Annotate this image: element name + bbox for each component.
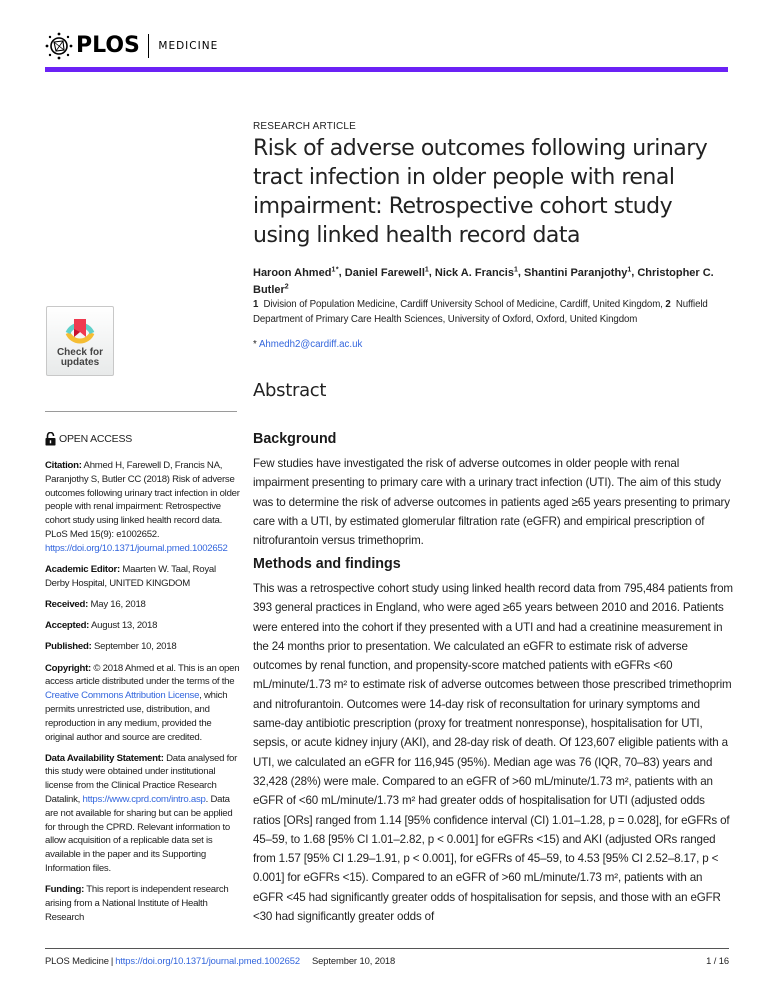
copyright: Copyright: © 2018 Ahmed et al. This is an open access article distributed under the terms of the Creative Commons Attribution License, which permits unrestricted use, distribution, and reproduction in any medium, provided the original author and source are credited.: [45, 662, 240, 743]
funding: Funding: This report is independent research arising from a National Institute of Health Research: [45, 884, 229, 923]
badge-label: Check for updates: [56, 347, 104, 368]
plos-logo-icon: [44, 31, 74, 61]
author[interactable]: Christopher C. Butler$^2$: [253, 266, 714, 296]
journal-masthead: [44, 30, 218, 62]
logo-divider: [148, 34, 150, 58]
academic-editor: Academic Editor: Maarten W. Taal, Royal Derby Hospital, UNITED KINGDOM: [45, 563, 216, 589]
data-availability: Data Availability Statement: Data analysed for this study were obtained under institutional license from the Clinical Practice Research Datalink, https://www.cprd.com/intro.asp. Data are not available for sharing but can be applied for through the CPRD. Relevant information to allow acquisition of a replicable data set is available in the paper and its Supporting Information files.: [45, 752, 238, 875]
plos-wordmark: PLOS: [76, 33, 140, 58]
accepted-date: Accepted: August 13, 2018: [45, 620, 158, 632]
background-text: Few studies have investigated the risk of adverse outcomes in older people with renal impairment presenting to primary care with a urinary tract infection (UTI). The aim of this study was to determine the risk of adverse outcomes in patients aged ≥65 years presenting to primary care with a UTI, by estimated glomerular filtration rate (eGFR) and empirical prescription of nitrofurantoin versus trimethoprim.: [253, 457, 730, 548]
citation: Citation: Ahmed H, Farewell D, Francis NA, Paranjothy S, Butler CC (2018) Risk of adverse outcomes following urinary tract infection in older people with renal impairment: Retrospective cohort study using linked health record data. PLoS Med 15(9): e1002652. https://doi.org/10.1371/journal.pmed.1002652: [45, 460, 240, 554]
sidebar-divider: [45, 411, 237, 412]
footer-journal: PLOS Medicine: [45, 955, 109, 966]
page-footer: [45, 955, 729, 966]
background-heading: Background: [253, 431, 337, 447]
header-accent-bar: [45, 67, 728, 72]
received-date: Received: May 16, 2018: [45, 598, 146, 610]
corresponding-email-link[interactable]: Ahmedh2@cardiff.ac.uk: [258, 339, 363, 350]
corresponding-author: * Ahmedh2@cardiff.ac.uk: [253, 339, 363, 350]
methods-heading: Methods and findings: [253, 556, 401, 572]
author[interactable]: Haroon Ahmed$^1$ *: [253, 266, 339, 279]
article-info-sidebar: [45, 459, 241, 932]
footer-separator: |: [110, 955, 114, 966]
page-number: 1 / 16: [706, 955, 729, 966]
cc-license-link[interactable]: Creative Commons Attribution License: [45, 690, 200, 702]
footer-date: September 10, 2018: [312, 955, 396, 966]
affiliations: 1 Division of Population Medicine, Cardiff University School of Medicine, Cardiff, United Kingdom, 2 Nuffield Department of Primary Care Health Sciences, University of Oxford, Oxford, United Kingdom: [253, 299, 708, 325]
article-type: RESEARCH ARTICLE: [253, 121, 357, 132]
footer-doi-link[interactable]: https://doi.org/10.1371/journal.pmed.1002652: [115, 955, 300, 966]
author[interactable]: Daniel Farewell$^1$: [344, 266, 429, 279]
published-date: Published: September 10, 2018: [45, 641, 177, 653]
footer-divider: [45, 948, 729, 949]
abstract-heading: Abstract: [253, 380, 327, 401]
author[interactable]: Shantini Paranjothy$^1$: [524, 266, 632, 279]
open-lock-icon: [45, 432, 56, 446]
author[interactable]: Nick A. Francis$^1$: [434, 266, 518, 279]
cprd-link[interactable]: https://www.cprd.com/intro.asp: [82, 794, 206, 806]
check-for-updates-button[interactable]: [46, 306, 114, 376]
methods-text: This was a retrospective cohort study using linked health record data from 795,484 patients from 393 general practices in England, who were aged ≥65 years between 2010 and 2016. Patients were entered into the cohort if they presented with a UTI and had a creatinine measurement in the 24 months prior to presentation. We calculated an eGFR to estimate risk of adverse outcomes by renal function, and propensity-score matched patients with eGFRs <60 mL/minute/1.73 m² to estimate risk of adverse outcomes between those prescribed trimethoprim and nitrofurantoin. Outcomes were 14-day risk of reconsultation for urinary symptoms and same-day antibiotic prescription (proxy for treatment nonresponse), hospitalisation for UTI, sepsis, or acute kidney injury (AKI), and 28-day risk of death. Of 123,607 eligible patients with a UTI, we calculated an eGFR for 116,945 (95%). Median age was 76 (IQR, 70–83) years and 32,428 (28%) were male. Compared to an eGFR of >60 mL/minute/1.73 m², patients with an eGFR of <60 mL/minute/1.73 m² had greater odds of hospitalisation for UTI (adjusted odds ratios [ORs] ranged from 1.14 [95% confidence interval (CI) 1.01–1.28, p = 0.028], for eGFRs of 45–59, to 1.68 [95% CI 1.01–2.82, p < 0.001] for eGFRs <15) and AKI (adjusted ORs ranged from 1.57 [95% CI 1.29–1.91, p < 0.001], for eGFRs of 45–59, to 4.53 [95% CI 2.52–8.17, p < 0.001] for eGFRs <15). Compared to an eGFR of >60 mL/minute/1.73 m², patients with an eGFR <45 had significantly greater odds of hospitalisation for sepsis, and those with an eGFR <30 had significantly greater odds of: [253, 582, 733, 924]
article-title: Risk of adverse outcomes following urinary tract infection in older people with renal impairment: Retrospective cohort study using linked health record data: [253, 136, 708, 248]
open-access-label: OPEN ACCESS: [45, 432, 132, 446]
citation-doi-link[interactable]: https://doi.org/10.1371/journal.pmed.1002652: [45, 542, 228, 554]
journal-name: MEDICINE: [158, 40, 219, 52]
author-list: Haroon Ahmed$^1$ *, Daniel Farewell$^1$, Nick A. Francis$^1$, Shantini Paranjothy$^1$, Christopher C. Butler$^2$: [253, 266, 714, 296]
crossmark-icon: [62, 311, 98, 347]
